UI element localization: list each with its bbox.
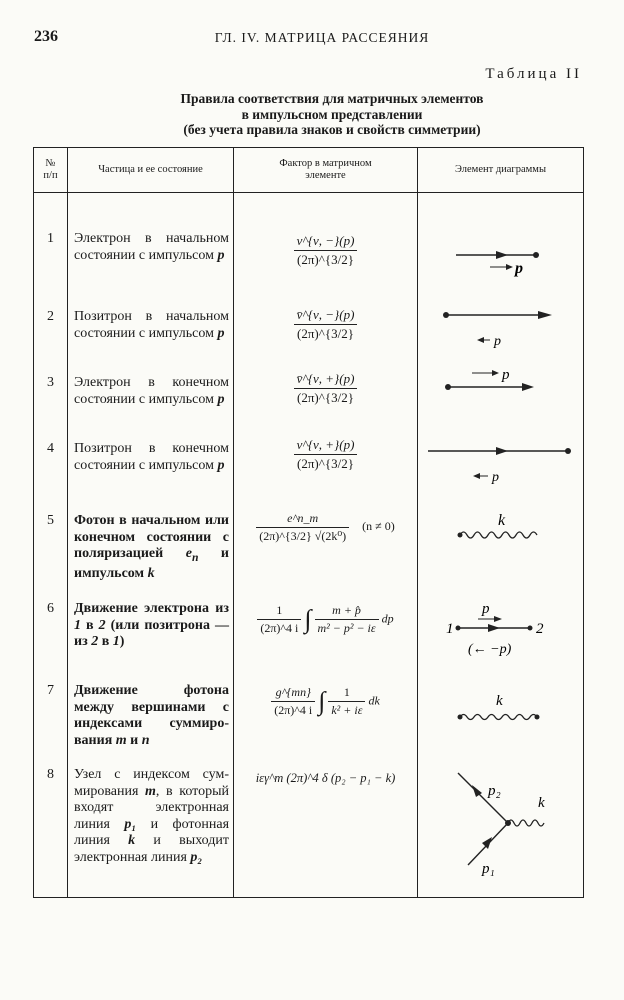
row-number: 3 <box>34 357 68 435</box>
running-head: ГЛ. IV. МАТРИЦА РАССЕЯНИЯ <box>214 30 430 45</box>
desc-var: p₁ <box>124 816 137 832</box>
desc-var: 2 <box>98 617 106 633</box>
desc-text: в <box>98 634 113 649</box>
factor-numerator: v̄^{ν, −}(p) <box>294 307 358 325</box>
vertex-label-2: 2 <box>536 621 544 637</box>
vertex-diagram <box>418 765 583 897</box>
row-factor <box>234 277 418 357</box>
desc-text: , в который входят электронная линия <box>74 783 229 832</box>
row-factor <box>234 435 418 499</box>
momentum-label: p <box>482 601 490 617</box>
row-factor <box>234 679 418 765</box>
desc-var: 2 <box>91 634 99 649</box>
momentum-label-p2: p₂ <box>488 783 501 799</box>
momentum-label: k <box>496 693 503 709</box>
row-diagram <box>418 193 584 278</box>
col-factor-line2: элементе <box>305 170 346 181</box>
momentum-label: p <box>492 470 499 485</box>
row-diagram <box>418 679 584 765</box>
table-header-row <box>34 148 584 193</box>
table-row <box>34 765 584 898</box>
row-description <box>68 357 234 435</box>
row-description <box>68 679 234 765</box>
desc-text: Позитрон в конечном состоянии с импульсом <box>74 441 229 473</box>
caption-line-2: в импульсном представлении <box>241 106 423 122</box>
table-label: Таблица II <box>485 66 582 82</box>
desc-text: Позитрон в начальном состоянии с импульсом <box>74 309 229 341</box>
desc-var: n <box>141 732 150 748</box>
table-row <box>34 499 584 599</box>
desc-var: k <box>128 833 136 848</box>
factor-denominator: (2π)^{3/2} √(2k⁰) <box>259 529 347 543</box>
desc-text: Фотон в начальном или конечном состоянии с поляризацией <box>74 513 229 561</box>
caption-line-3: (без учета правила знаков и свойств симметрии) <box>183 122 481 137</box>
row-number: 1 <box>34 193 68 278</box>
factor-prefactor-numerator: 1 <box>257 603 301 620</box>
desc-text: и импульсом <box>74 546 229 582</box>
photon-external-diagram <box>418 499 583 599</box>
positron-out-diagram <box>418 435 583 499</box>
row-diagram <box>418 599 584 679</box>
factor-denominator: (2π)^{3/2} <box>297 390 354 405</box>
row-factor <box>234 765 418 898</box>
row-factor <box>234 357 418 435</box>
desc-text: Движение электрона из <box>74 601 229 616</box>
table-row <box>34 679 584 765</box>
factor-denominator: k² + iε <box>331 703 363 717</box>
factor-denominator: (2π)^{3/2} <box>297 456 354 471</box>
vertex-factor: iεγ^m (2π)^4 δ (p₂ − p₁ − k) <box>255 771 396 785</box>
col-header-num <box>34 148 68 193</box>
reverse-momentum-label: (← −p) <box>468 642 512 657</box>
col-num-line2: п/п <box>43 170 58 181</box>
momentum-label: p <box>502 367 510 383</box>
desc-subscript: n <box>191 550 199 564</box>
row-description <box>68 765 234 898</box>
desc-var: p <box>217 247 225 263</box>
table-row <box>34 193 584 278</box>
desc-text: Узел с индексом суммирования <box>74 767 229 799</box>
desc-var: p <box>217 391 225 407</box>
col-header-element: Элемент диаграммы <box>418 148 584 193</box>
row-diagram <box>418 499 584 599</box>
factor-differential: dk <box>368 693 380 708</box>
rules-table <box>33 147 584 898</box>
row-number: 6 <box>34 599 68 679</box>
factor-denominator: (2π)^{3/2} <box>297 252 354 267</box>
desc-text: Электрон в конечном состоянии с импульсом <box>74 375 229 407</box>
row-number: 4 <box>34 435 68 499</box>
desc-var: k <box>147 566 155 582</box>
desc-text: Электрон в начальном состоянии с импульсом <box>74 231 229 263</box>
vertex-label-1: 1 <box>446 621 454 637</box>
momentum-label-k: k <box>538 795 545 811</box>
desc-text: и фотонная линия <box>74 816 230 848</box>
desc-var: m <box>115 732 127 748</box>
row-description <box>68 499 234 599</box>
desc-var: p <box>217 325 225 341</box>
desc-var: m <box>145 783 156 799</box>
desc-var: p <box>217 457 225 473</box>
row-number: 7 <box>34 679 68 765</box>
desc-text: ) <box>119 634 125 649</box>
row-factor <box>234 599 418 679</box>
desc-text: (или позитрона — из <box>74 617 230 649</box>
table-row <box>34 599 584 679</box>
desc-text: Движение фотона между вершинами с индексами суммирования <box>74 683 229 748</box>
row-number: 2 <box>34 277 68 357</box>
electron-in-diagram <box>418 193 583 277</box>
electron-out-diagram <box>418 357 583 435</box>
factor-numerator: m + p̂ <box>315 603 379 620</box>
desc-text: и <box>126 732 142 748</box>
desc-text: и выходит электронная линия <box>74 833 229 865</box>
table-row <box>34 435 584 499</box>
factor-denominator: m² − p² − iε <box>317 621 376 635</box>
row-diagram <box>418 277 584 357</box>
row-diagram <box>418 357 584 435</box>
factor-differential: dp <box>381 611 394 626</box>
row-diagram <box>418 435 584 499</box>
col-factor-line1: Фактор в матричном <box>279 158 372 169</box>
factor-prefactor-denominator: (2π)^4 i <box>260 621 299 635</box>
row-description <box>68 435 234 499</box>
desc-var: 1 <box>112 634 120 649</box>
momentum-label: p <box>494 334 501 349</box>
desc-var: 1 <box>74 617 81 633</box>
col-header-factor <box>234 148 418 193</box>
desc-text: в <box>81 617 99 633</box>
factor-numerator: v^{ν, −}(p) <box>294 233 358 251</box>
desc-var: p₂ <box>190 849 203 865</box>
row-diagram <box>418 765 584 898</box>
row-description <box>68 193 234 278</box>
photon-propagator-diagram <box>418 679 583 765</box>
factor-numerator: 1 <box>328 685 365 702</box>
row-factor <box>234 499 418 599</box>
factor-numerator: v^{ν, +}(p) <box>294 437 358 455</box>
table-row <box>34 357 584 435</box>
table-caption <box>0 91 624 138</box>
table-row <box>34 277 584 357</box>
factor-denominator: (2π)^{3/2} <box>297 326 354 341</box>
caption-line-1: Правила соответствия для матричных элементов <box>180 91 484 106</box>
momentum-label: p <box>515 260 523 277</box>
page-number: 236 <box>34 28 58 45</box>
row-description <box>68 277 234 357</box>
integral-sign-icon: ∫ <box>318 686 326 716</box>
factor-condition: (n ≠ 0) <box>362 519 395 534</box>
row-description <box>68 599 234 679</box>
electron-propagator-diagram <box>418 599 583 679</box>
integral-sign-icon: ∫ <box>304 604 312 634</box>
momentum-label: k <box>498 512 506 529</box>
col-header-particle: Частица и ее состояние <box>68 148 234 193</box>
factor-numerator: v̄^{ν, +}(p) <box>294 371 358 389</box>
factor-prefactor-numerator: g^{mn} <box>271 685 315 702</box>
positron-in-diagram <box>418 277 583 357</box>
row-number: 8 <box>34 765 68 898</box>
momentum-label-p1: p₁ <box>482 861 495 877</box>
desc-var: e <box>185 546 192 561</box>
factor-prefactor-denominator: (2π)^4 i <box>274 703 313 717</box>
col-num-line1: № <box>45 158 56 169</box>
factor-numerator: e^n_m <box>256 511 349 528</box>
row-factor <box>234 193 418 278</box>
row-number: 5 <box>34 499 68 599</box>
